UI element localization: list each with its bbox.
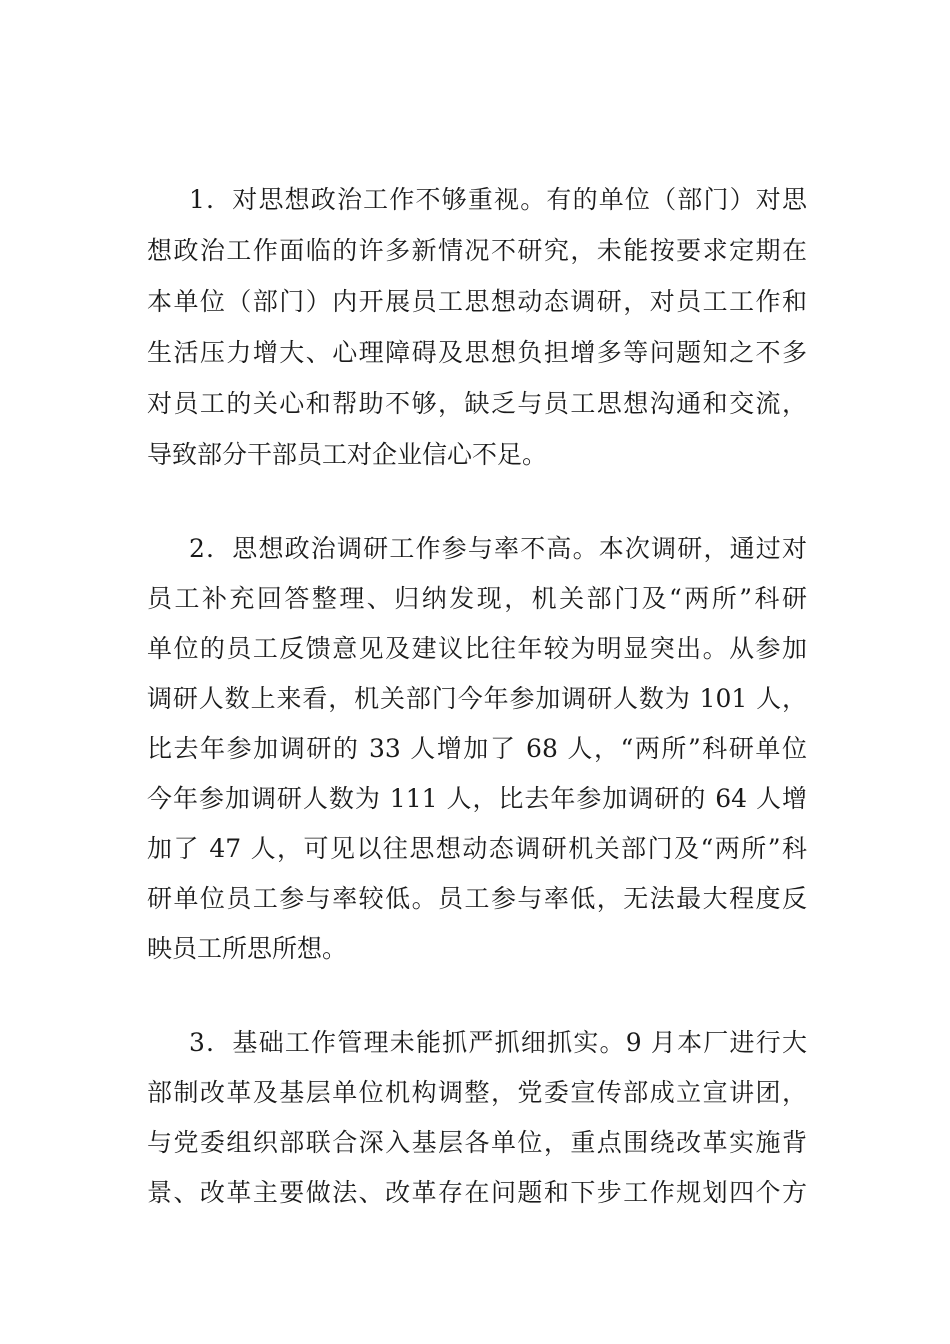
paragraph-1-line-3: 本单位（部门）内开展员工思想动态调研，对员工工作和: [147, 287, 807, 316]
paragraph-3-line-3: 与党委组织部联合深入基层各单位，重点围绕改革实施背: [147, 1128, 807, 1157]
paragraph-2-line-1: 2．思想政治调研工作参与率不高。本次调研，通过对: [189, 534, 807, 563]
paragraph-2-line-2: 员工补充回答整理、归纳发现，机关部门及“两所”科研: [147, 584, 807, 613]
paragraph-2-line-3: 单位的员工反馈意见及建议比往年较为明显突出。从参加: [147, 634, 807, 663]
paragraph-2-line-5: 比去年参加调研的 33 人增加了 68 人，“两所”科研单位: [147, 734, 807, 763]
paragraph-1-line-2: 想政治工作面临的许多新情况不研究，未能按要求定期在: [147, 236, 807, 265]
paragraph-1-line-6: 导致部分干部员工对企业信心不足。: [147, 440, 548, 469]
paragraph-1-line-4: 生活压力增大、心理障碍及思想负担增多等问题知之不多: [147, 338, 807, 367]
paragraph-1-line-5: 对员工的关心和帮助不够，缺乏与员工思想沟通和交流，: [147, 389, 807, 418]
paragraph-2-line-8: 研单位员工参与率较低。员工参与率低，无法最大程度反: [147, 884, 807, 913]
paragraph-2-line-6: 今年参加调研人数为 111 人，比去年参加调研的 64 人增: [147, 784, 807, 813]
paragraph-3-line-1: 3．基础工作管理未能抓严抓细抓实。9 月本厂进行大: [189, 1028, 807, 1057]
paragraph-2-line-9: 映员工所思所想。: [147, 934, 348, 963]
paragraph-1-line-1: 1．对思想政治工作不够重视。有的单位（部门）对思: [189, 185, 807, 214]
paragraph-2-line-4: 调研人数上来看，机关部门今年参加调研人数为 101 人，: [147, 684, 807, 713]
paragraph-3-line-2: 部制改革及基层单位机构调整，党委宣传部成立宣讲团，: [147, 1078, 807, 1107]
paragraph-2-line-7: 加了 47 人，可见以往思想动态调研机关部门及“两所”科: [147, 834, 807, 863]
paragraph-3-line-4: 景、改革主要做法、改革存在问题和下步工作规划四个方: [147, 1178, 807, 1207]
